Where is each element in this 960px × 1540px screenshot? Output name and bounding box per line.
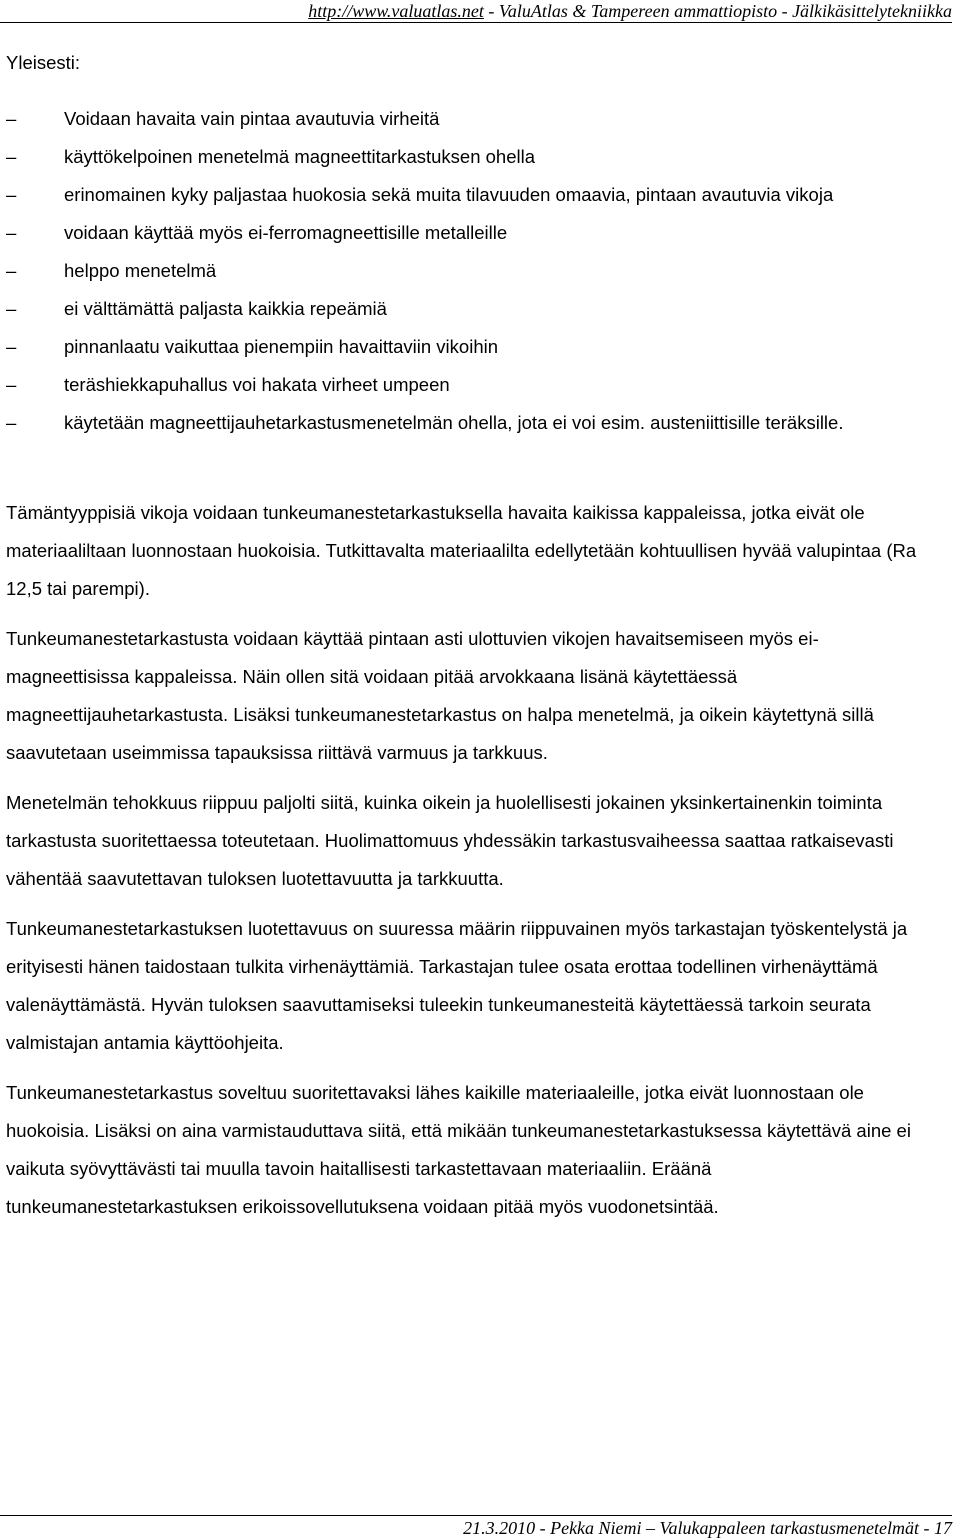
list-item: – käytetään magneettijauhetarkastusmenetelmän ohella, jota ei voi esim. austeniittisille teräksille. — [6, 404, 926, 442]
dash-marker: – — [6, 260, 17, 281]
page-footer — [0, 1515, 952, 1540]
list-item: – käyttökelpoinen menetelmä magneettitarkastuksen ohella — [6, 138, 926, 176]
dash-marker: – — [6, 412, 17, 433]
section-heading: Yleisesti: — [6, 52, 81, 73]
paragraph-4: Tunkeumanestetarkastuksen luotettavuus on suuressa määrin riippuvainen myös tarkastajan työskentelystä ja erityisesti hänen taidostaan tulkita virhenäyttämiä. Tarkastajan tulee osata erottaa todellinen virhenäyttämä valenäyttämästä. Hyvän tuloksen saavuttamiseksi tuleekin tunkeumanesteitä käytettäessä tarkoin seurata valmistajan antamia käyttöohjeita. — [6, 918, 908, 1053]
dash-marker: – — [6, 108, 17, 129]
footer-author: - Pekka Niemi – — [535, 1518, 660, 1538]
list-item: – Voidaan havaita vain pintaa avautuvia virheitä — [6, 100, 926, 138]
paragraph-1: Tämäntyyppisiä vikoja voidaan tunkeumanestetarkastuksella havaita kaikissa kappaleissa, jotka eivät ole materiaaliltaan luonnostaan huokoisia. Tutkittavalta materiaalilta edellytetään kohtuullisen hyvää valupintaa (Ra 12,5 tai parempi). — [6, 502, 917, 599]
footer-date: 21.3.2010 — [463, 1518, 536, 1538]
list-item: – ei välttämättä paljasta kaikkia repeämiä — [6, 290, 926, 328]
list-item: – voidaan käyttää myös ei-ferromagneettisille metalleille — [6, 214, 926, 252]
page-number: 17 — [934, 1518, 952, 1538]
footer-doc-title: Valukappaleen tarkastusmenetelmät — [659, 1518, 919, 1538]
dash-marker: – — [6, 222, 17, 243]
list-item: – erinomainen kyky paljastaa huokosia sekä muita tilavuuden omaavia, pintaan avautuvia vikoja — [6, 176, 926, 214]
list-item: – teräshiekkapuhallus voi hakata virheet umpeen — [6, 366, 926, 404]
bullet-list — [6, 100, 926, 442]
dash-marker: – — [6, 336, 17, 357]
dash-marker: – — [6, 184, 17, 205]
page-header — [0, 0, 952, 23]
dash-marker: – — [6, 374, 17, 395]
dash-marker: – — [6, 298, 17, 319]
list-item: – helppo menetelmä — [6, 252, 926, 290]
page-content — [6, 44, 926, 1226]
header-url-link[interactable]: http://www.valuatlas.net — [308, 1, 484, 21]
list-item: – pinnanlaatu vaikuttaa pienempiin havaittaviin vikoihin — [6, 328, 926, 366]
dash-marker: – — [6, 146, 17, 167]
paragraph-3: Menetelmän tehokkuus riippuu paljolti siitä, kuinka oikein ja huolellisesti jokainen yksinkertainenkin toiminta tarkastusta suoritettaessa toteutetaan. Huolimattomuus yhdessäkin tarkastusvaiheessa saattaa ratkaisevasti vähentää saavutettavan tuloksen luotettavuutta ja tarkkuutta. — [6, 792, 894, 889]
paragraph-2: Tunkeumanestetarkastusta voidaan käyttää pintaan asti ulottuvien vikojen havaitsemiseen myös ei-magneettisissa kappaleissa. Näin ollen sitä voidaan pitää arvokkaana lisänä käytettäessä magneettijauhetarkastusta. Lisäksi tunkeumanestetarkastus on halpa menetelmä, ja oikein käytettynä sillä saavutetaan useimmissa tapauksissa riittävä varmuus ja tarkkuus. — [6, 628, 874, 763]
header-source: - ValuAtlas & Tampereen ammattiopisto - Jälkikäsittelytekniikka — [483, 1, 952, 21]
footer-page-sep: - — [919, 1518, 934, 1538]
paragraph-5: Tunkeumanestetarkastus soveltuu suoritettavaksi lähes kaikille materiaaleille, jotka eivät luonnostaan ole huokoisia. Lisäksi on aina varmistauduttava siitä, että mikään tunkeumanestetarkastuksessa käytettävä aine ei vaikuta syövyttävästi tai muulla tavoin haitallisesti tarkastettavaan materiaaliin. Eräänä tunkeumanestetarkastuksen erikoissovellutuksena voidaan pitää myös vuodonetsintää. — [6, 1082, 911, 1217]
